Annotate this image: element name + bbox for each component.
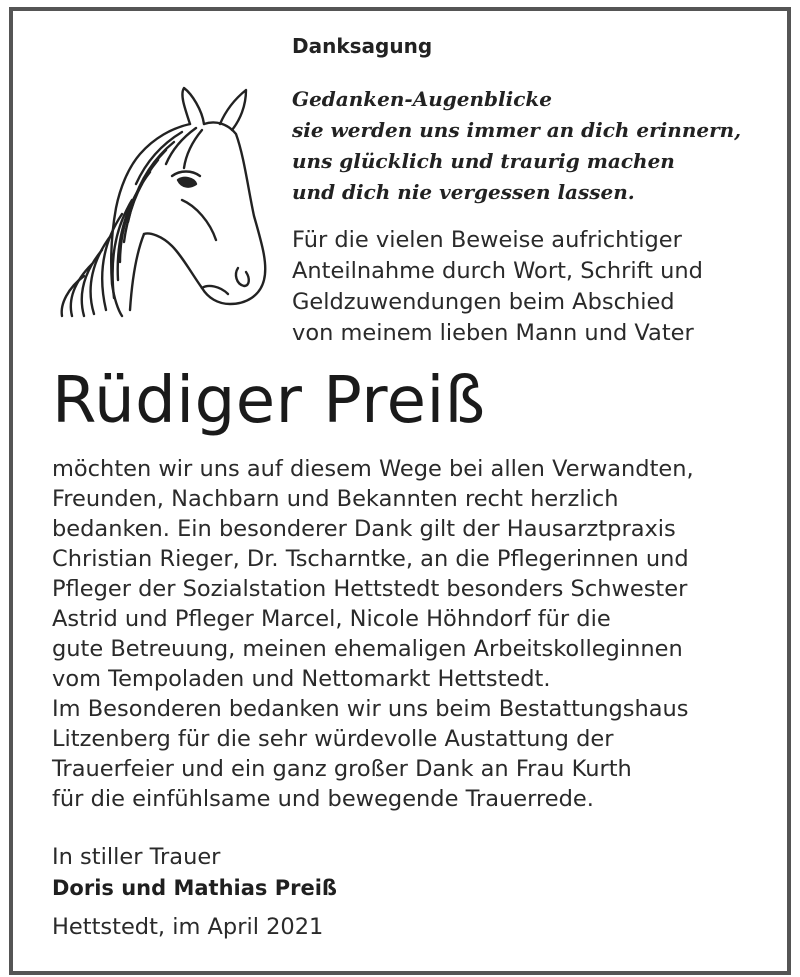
body-line: Freunden, Nachbarn und Bekannten recht herzlich xyxy=(52,486,619,512)
poem-line: und dich nie vergessen lassen. xyxy=(292,180,635,204)
body-line: Litzenberg für die sehr würdevolle Austattung der xyxy=(52,726,614,752)
intro-line: Anteilnahme durch Wort, Schrift und xyxy=(292,258,703,284)
body-line: Christian Rieger, Dr. Tscharntke, an die Pflegerinnen und xyxy=(52,546,689,572)
thanks-body xyxy=(52,454,694,814)
intro-line: von meinem lieben Mann und Vater xyxy=(292,320,694,346)
deceased-name: Rüdiger Preiß xyxy=(52,364,486,438)
body-line: für die einfühlsame und bewegende Trauerrede. xyxy=(52,786,594,812)
body-line: Astrid und Pfleger Marcel, Nicole Höhndorf für die xyxy=(52,606,611,632)
poem-block xyxy=(292,84,741,208)
signers: Doris und Mathias Preiß xyxy=(52,876,337,900)
closing-line: In stiller Trauer xyxy=(52,844,221,870)
place-date: Hettstedt, im April 2021 xyxy=(52,914,324,940)
poem-line: sie werden uns immer an dich erinnern, xyxy=(292,118,742,142)
poem-line: uns glücklich und traurig machen xyxy=(292,149,675,173)
body-line: gute Betreuung, meinen ehemaligen Arbeitskolleginnen xyxy=(52,636,683,662)
poem-line: Gedanken-Augenblicke xyxy=(292,87,552,111)
notice-heading: Danksagung xyxy=(292,34,433,58)
intro-text xyxy=(292,225,703,349)
body-line: bedanken. Ein besonderer Dank gilt der Hausarztpraxis xyxy=(52,516,676,542)
horse-head-icon xyxy=(32,84,272,319)
intro-line: Geldzuwendungen beim Abschied xyxy=(292,289,675,315)
intro-line: Für die vielen Beweise aufrichtiger xyxy=(292,227,682,253)
body-line: Pfleger der Sozialstation Hettstedt besonders Schwester xyxy=(52,576,688,602)
body-line: möchten wir uns auf diesem Wege bei allen Verwandten, xyxy=(52,456,694,482)
body-line: Im Besonderen bedanken wir uns beim Bestattungshaus xyxy=(52,696,689,722)
body-line: vom Tempoladen und Nettomarkt Hettstedt. xyxy=(52,666,551,692)
body-line: Trauerfeier und ein ganz großer Dank an Frau Kurth xyxy=(52,756,632,782)
